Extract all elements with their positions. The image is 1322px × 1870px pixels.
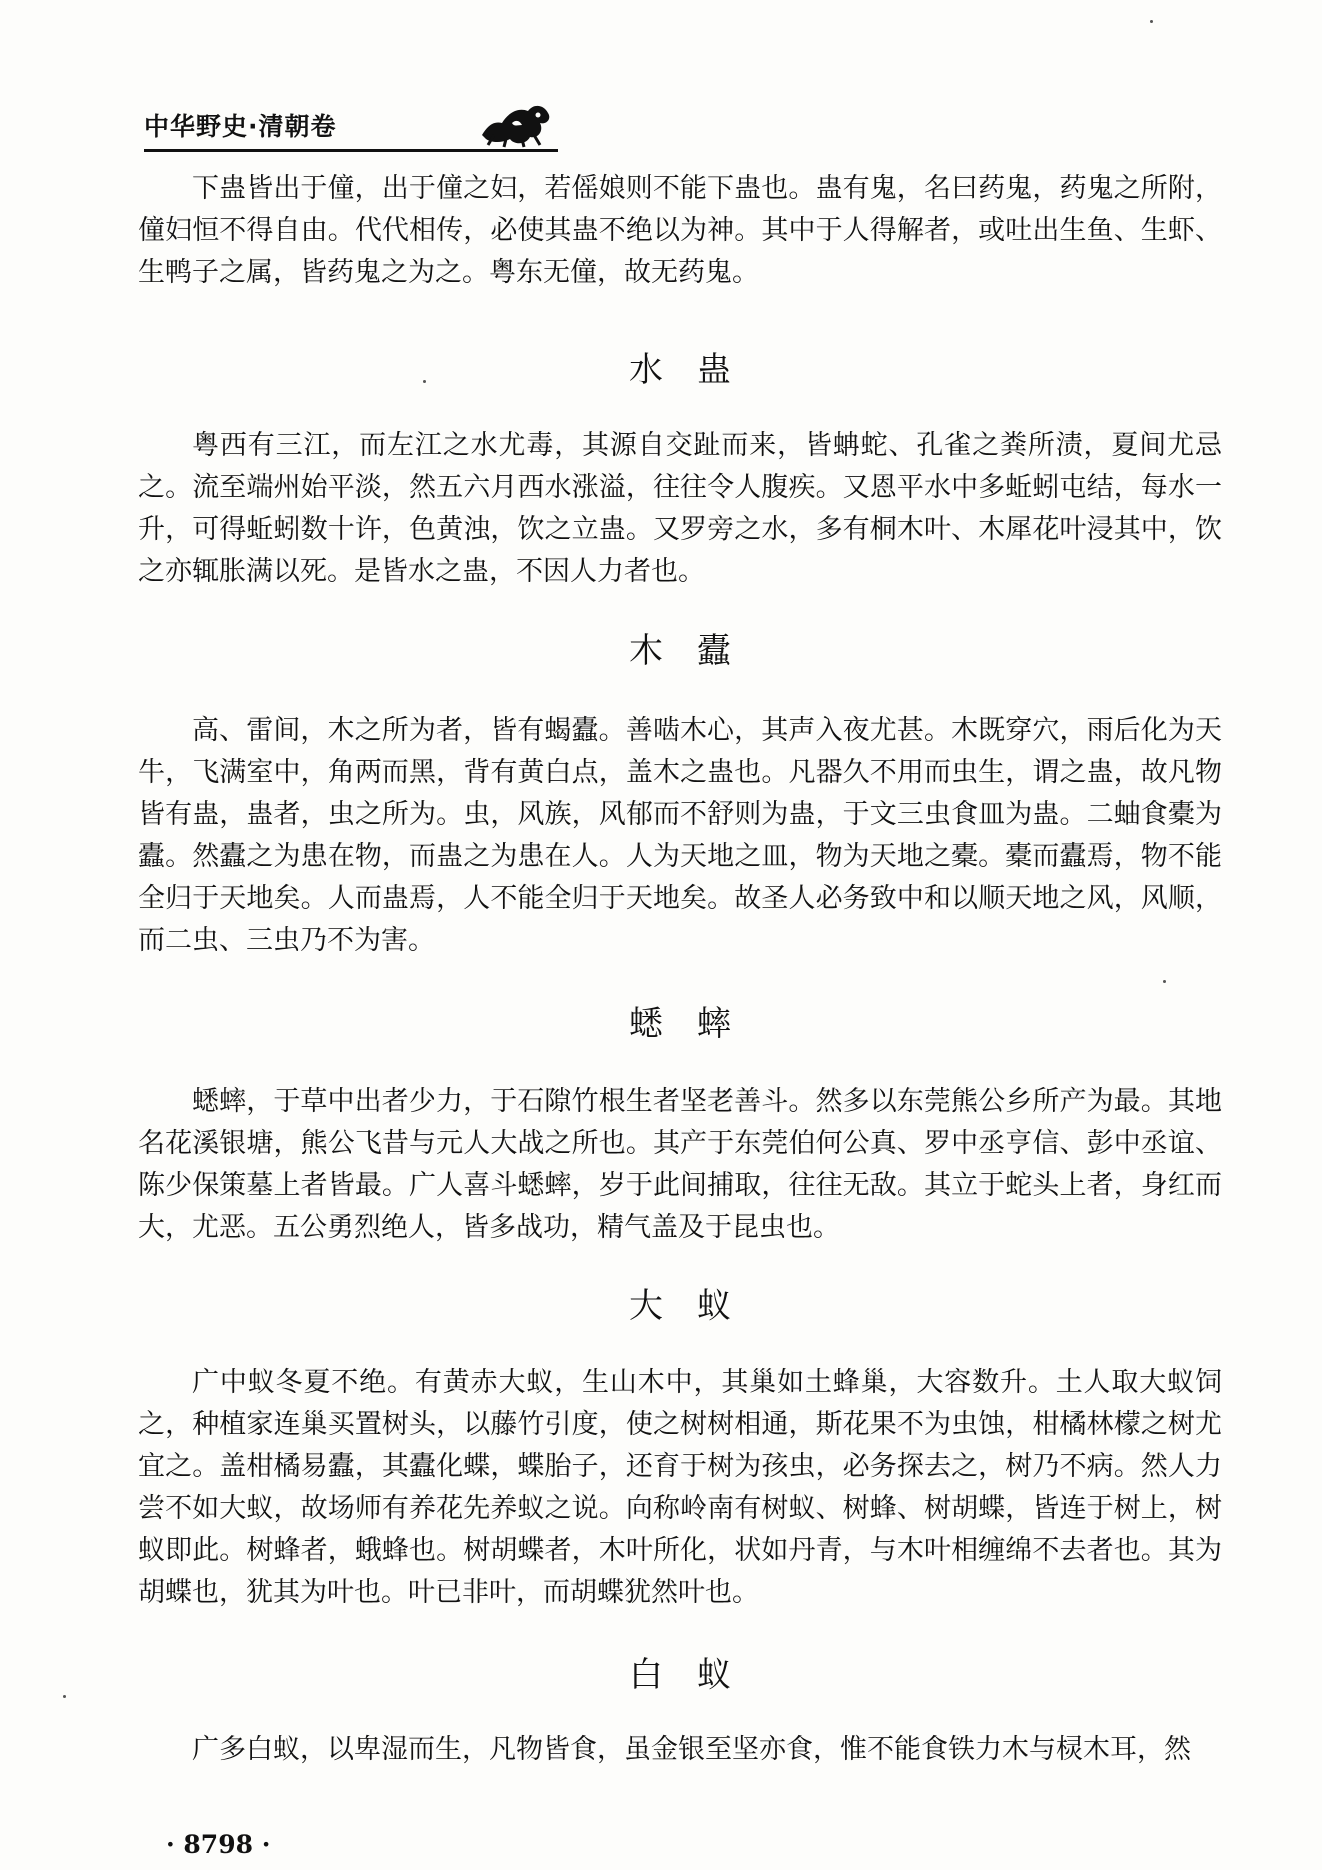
scan-speck (63, 1695, 66, 1698)
section-title-wood-borer: 木蠹 (629, 631, 765, 671)
page-number: · 8798 · (166, 1830, 271, 1859)
section-paragraph-wood-borer: 高、雷间，木之所为者，皆有蝎蠹。善啮木心，其声入夜尤甚。木既穿穴，雨后化为天牛，飞满室中，角两而黑，背有黄白点，盖木之蛊也。凡器久不用而虫生，谓之蛊，故凡物皆有蛊，蛊者，虫之所为。虫，风族，风郁而不舒则为蛊，于文三虫食皿为蛊。二蚰食橐为蠹。然蠹之为患在物，而蛊之为患在人。人为天地之皿，物为天地之橐。橐而蠹焉，物不能全归于天地矣。人而蛊焉，人不能全归于天地矣。故圣人必务致中和以顺天地之风，风顺，而二虫、三虫乃不为害。 (138, 715, 1222, 956)
section-paragraph-white-ant: 广多白蚁，以卑湿而生，凡物皆食，虽金银至坚亦食，惟不能食铁力木与棂木耳，然 (192, 1734, 1191, 1765)
running-header (144, 95, 558, 151)
scan-speck (423, 380, 426, 383)
scan-speck (1163, 980, 1166, 983)
scan-speck (1150, 20, 1153, 23)
section-paragraph-water-gu: 粤西有三江，而左江之水尤毒，其源自交趾而来，皆蚺蛇、孔雀之粪所渍，夏间尤忌之。流至端州始平淡，然五六月西水涨溢，往往令人腹疾。又恩平水中多蚯蚓屯结，每水一升，可得蚯蚓数十许，色黄浊，饮之立蛊。又罗旁之水，多有桐木叶、木犀花叶浸其中，饮之亦辄胀满以死。是皆水之蛊，不因人力者也。 (138, 430, 1222, 587)
header-rule (144, 149, 558, 152)
section-paragraph-cricket: 蟋蟀，于草中出者少力，于石隙竹根生者坚老善斗。然多以东莞熊公乡所产为最。其地名花溪银塘，熊公飞昔与元人大战之所也。其产于东莞伯何公真、罗中丞亨信、彭中丞谊、陈少保策墓上者皆最。广人喜斗蟋蟀，岁于此间捕取，往往无敌。其立于蛇头上者，身红而大，尤恶。五公勇烈绝人，皆多战功，精气盖及于昆虫也。 (138, 1086, 1222, 1243)
section-title-cricket: 蟋蟀 (629, 1004, 765, 1044)
dragon-emblem-icon (474, 95, 558, 149)
book-title: 中华野史·清朝卷 (144, 112, 337, 141)
section-title-big-ant: 大蚁 (629, 1286, 765, 1326)
section-paragraph-big-ant: 广中蚁冬夏不绝。有黄赤大蚁，生山木中，其巢如土蜂巢，大容数升。土人取大蚁饲之，种植家连巢买置树头，以藤竹引度，使之树树相通，斯花果不为虫蚀，柑橘林檬之树尤宜之。盖柑橘易蠹，其蠹化蝶，蝶胎子，还育于树为孩虫，必务探去之，树乃不病。然人力尝不如大蚁，故场师有养花先养蚁之说。向称岭南有树蚁、树蜂、树胡蝶，皆连于树上，树蚁即此。树蜂者，蛾蜂也。树胡蝶者，木叶所化，状如丹青，与木叶相缠绵不去者也。其为胡蝶也，犹其为叶也。叶已非叶，而胡蝶犹然叶也。 (138, 1367, 1222, 1608)
section-title-white-ant: 白蚁 (629, 1655, 765, 1695)
intro-paragraph: 下蛊皆出于僮，出于僮之妇，若傜娘则不能下蛊也。蛊有鬼，名曰药鬼，药鬼之所附，僮妇恒不得自由。代代相传，必使其蛊不绝以为神。其中于人得解者，或吐出生鱼、生虾、生鸭子之属，皆药鬼之为之。粤东无僮，故无药鬼。 (138, 173, 1222, 288)
section-title-water-gu: 水蛊 (629, 350, 765, 390)
